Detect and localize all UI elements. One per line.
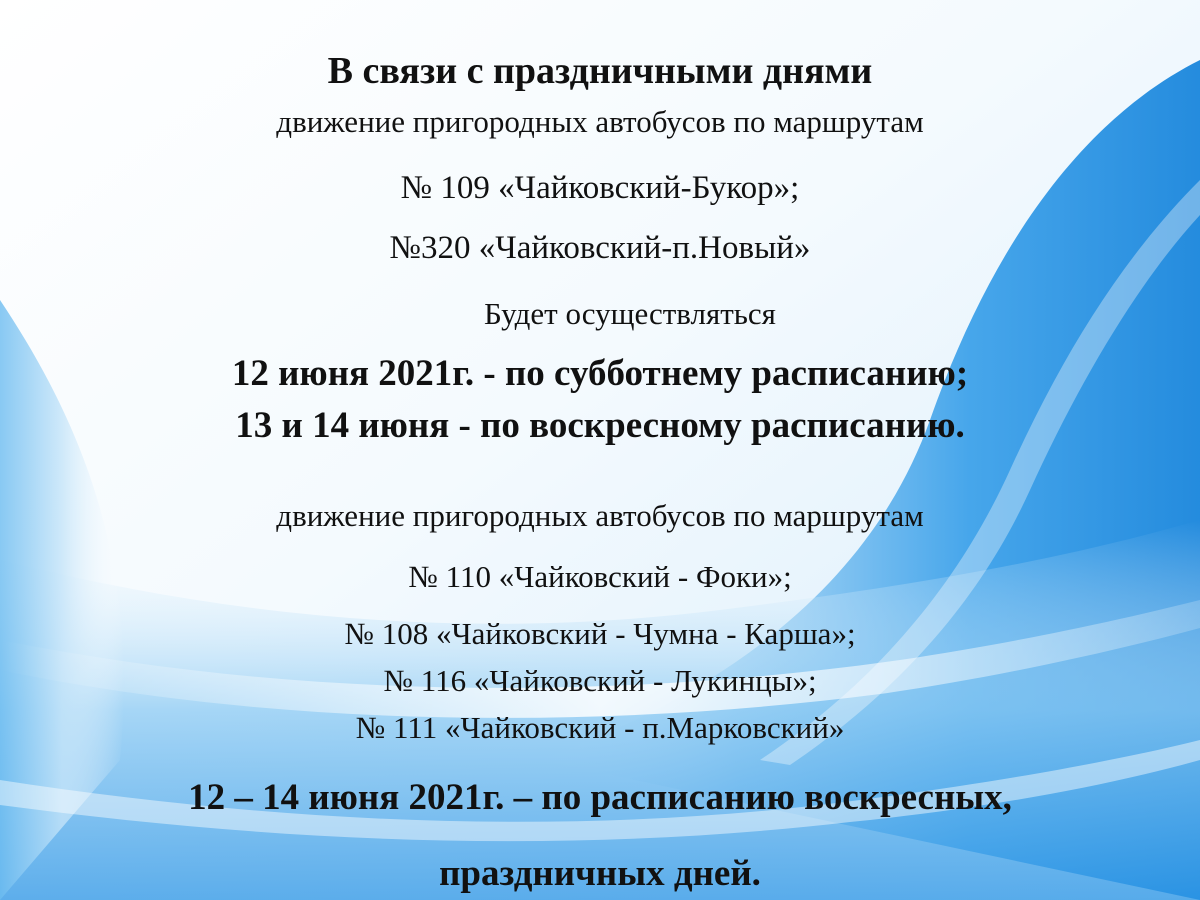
group1-route-320: №320 «Чайковский-п.Новый» (389, 230, 811, 266)
group2-schedule-line-2: праздничных дней. (439, 853, 761, 894)
group1-schedule-line-2: 13 и 14 июня - по воскресному расписанию. (235, 405, 965, 446)
group1-intro: движение пригородных автобусов по маршрутам (276, 104, 924, 139)
group1-schedule-line-1: 12 июня 2021г. - по субботнему расписанию; (231, 353, 969, 394)
group2-intro: движение пригородных автобусов по маршрутам (276, 498, 924, 533)
will-be-text: Будет осуществляться (484, 296, 776, 331)
group1-route-109: № 109 «Чайковский-Букор»; (400, 170, 800, 206)
group2-route-116: № 116 «Чайковский - Лукинцы»; (383, 663, 817, 698)
heading: В связи с праздничными днями (327, 50, 873, 92)
group2-schedule-line-1: 12 – 14 июня 2021г. – по расписанию воскресных, (188, 777, 1012, 818)
group2-route-111: № 111 «Чайковский - п.Марковский» (355, 710, 845, 745)
group2-route-110: № 110 «Чайковский - Фоки»; (408, 559, 792, 594)
group2-route-108: № 108 «Чайковский - Чумна - Карша»; (344, 616, 856, 651)
